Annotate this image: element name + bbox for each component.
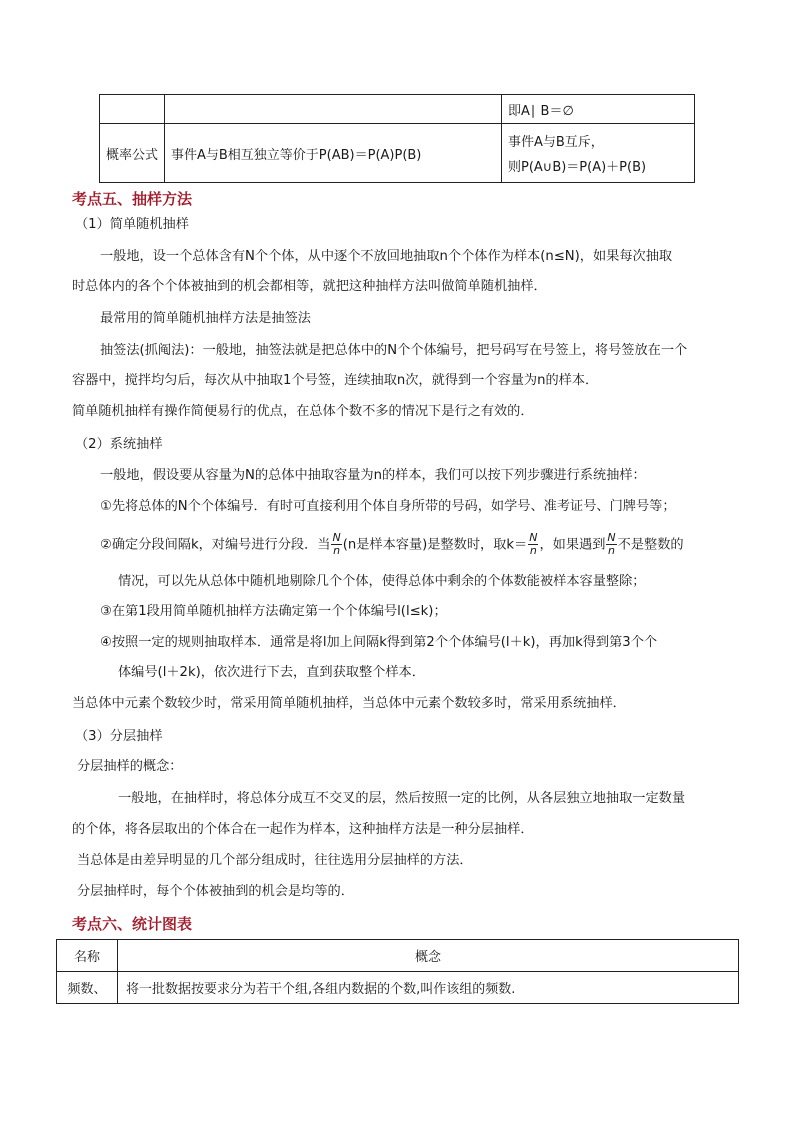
- mutually-exclusive-formula: [502, 124, 695, 183]
- paragraph-line: 最常用的简单随机抽样方法是抽签法: [100, 311, 311, 326]
- text-span: 不是整数的: [617, 537, 684, 553]
- fraction-denominator: n: [529, 544, 537, 557]
- subsection-title: （2）系统抽样: [75, 437, 163, 452]
- table-header-cell: 概念: [118, 940, 739, 972]
- fraction-numerator: N: [332, 531, 341, 544]
- text-span: ②确定分段间隔k，对编号进行分段．当: [100, 537, 331, 553]
- table-header-row: [57, 940, 739, 972]
- paragraph-line: 当总体中元素个数较少时，常采用简单随机抽样，当总体中元素个数较多时，常采用系统抽样．: [72, 696, 626, 711]
- paragraph-line: 当总体是由差异明显的几个部分组成时，往往选用分层抽样的方法．: [77, 853, 473, 868]
- subsection-title: （3）分层抽样: [75, 729, 163, 744]
- paragraph-line: 分层抽样时，每个个体被抽到的机会是均等的．: [77, 884, 354, 899]
- fraction-denominator: n: [608, 544, 616, 557]
- table-row: [100, 95, 695, 124]
- table-header-cell: 名称: [57, 940, 118, 972]
- fraction-numerator: N: [607, 531, 616, 544]
- section-title: 考点五、抽样方法: [72, 190, 193, 208]
- paragraph-line: 容器中，搅拌均匀后，每次从中抽取1个号签，连续抽取n次，就得到一个容量为n的样本．: [72, 373, 599, 388]
- list-item: ④按照一定的规则抽取样本．通常是将l加上间隔k得到第2个个体编号(l＋k)，再加k得到第3个个: [100, 635, 658, 650]
- subsection-title: （1）简单随机抽样: [75, 217, 189, 232]
- paragraph-line: 一般地，假设要从容量为N的总体中抽取容量为n的样本，我们可以按下列步骤进行系统抽样：: [100, 468, 646, 483]
- table-cell: 将一批数据按要求分为若干个组,各组内数据的个数,叫作该组的频数.: [118, 972, 739, 1004]
- paragraph-line: 时总体内的各个个体被抽到的机会都相等，就把这种抽样方法叫做简单随机抽样．: [72, 279, 547, 294]
- table-row: [57, 972, 739, 1004]
- paragraph-line: 简单随机抽样有操作简便易行的优点，在总体个数不多的情况下是行之有效的．: [72, 404, 534, 419]
- table-cell: 频数、: [57, 972, 118, 1004]
- table-row: [100, 124, 695, 183]
- paragraph-line: 一般地，在抽样时，将总体分成互不交叉的层，然后按照一定的比例，从各层独立地抽取一定数量: [118, 791, 686, 806]
- section-title: 考点六、统计图表: [72, 915, 193, 933]
- table-cell: [165, 95, 502, 124]
- formula-line: 则P(A∪B)＝P(A)＋P(B): [508, 160, 647, 175]
- list-item: ③在第1段用简单随机抽样方法确定第一个个体编号l(l≤k)；: [100, 604, 447, 619]
- fraction: [528, 532, 538, 557]
- table-cell: 即A∣ B＝∅: [502, 95, 695, 124]
- formula-line: 事件A与B互斥，: [508, 135, 604, 150]
- fraction: [331, 532, 341, 557]
- fraction-numerator: N: [529, 531, 538, 544]
- table-cell: [100, 95, 165, 124]
- list-item: ①先将总体的N个个体编号．有时可直接利用个体自身所带的号码，如学号、准考证号、门牌号等；: [100, 499, 676, 514]
- fraction: [606, 532, 616, 557]
- paragraph-line: 情况，可以先从总体中随机地剔除几个个体，使得总体中剩余的个体数能被样本容量整除；: [118, 574, 646, 589]
- paragraph-line: 抽签法(抓阄法)：一般地，抽签法就是把总体中的N个个体编号，把号码写在号签上，将号签放在一个: [100, 343, 688, 358]
- independence-formula: 事件A与B相互独立等价于P(AB)＝P(A)P(B): [165, 124, 502, 183]
- paragraph-line: 体编号(l＋2k)，依次进行下去，直到获取整个样本．: [118, 665, 425, 680]
- paragraph-line: 一般地，设一个总体含有N个个体，从中逐个不放回地抽取n个个体作为样本(n≤N)，如果每次抽取: [100, 249, 673, 264]
- paragraph-line: 的个体，将各层取出的个体合在一起作为样本，这种抽样方法是一种分层抽样．: [72, 822, 534, 837]
- statistics-table: [56, 939, 739, 1004]
- fraction-denominator: n: [333, 544, 341, 557]
- paragraph-line: 分层抽样的概念：: [77, 759, 183, 774]
- text-span: ，如果遇到: [539, 537, 606, 553]
- probability-table: [99, 94, 695, 183]
- text-span: (n是样本容量)是整数时，取k＝: [342, 537, 528, 553]
- table-cell-label: 概率公式: [100, 124, 165, 183]
- list-item: [100, 532, 684, 557]
